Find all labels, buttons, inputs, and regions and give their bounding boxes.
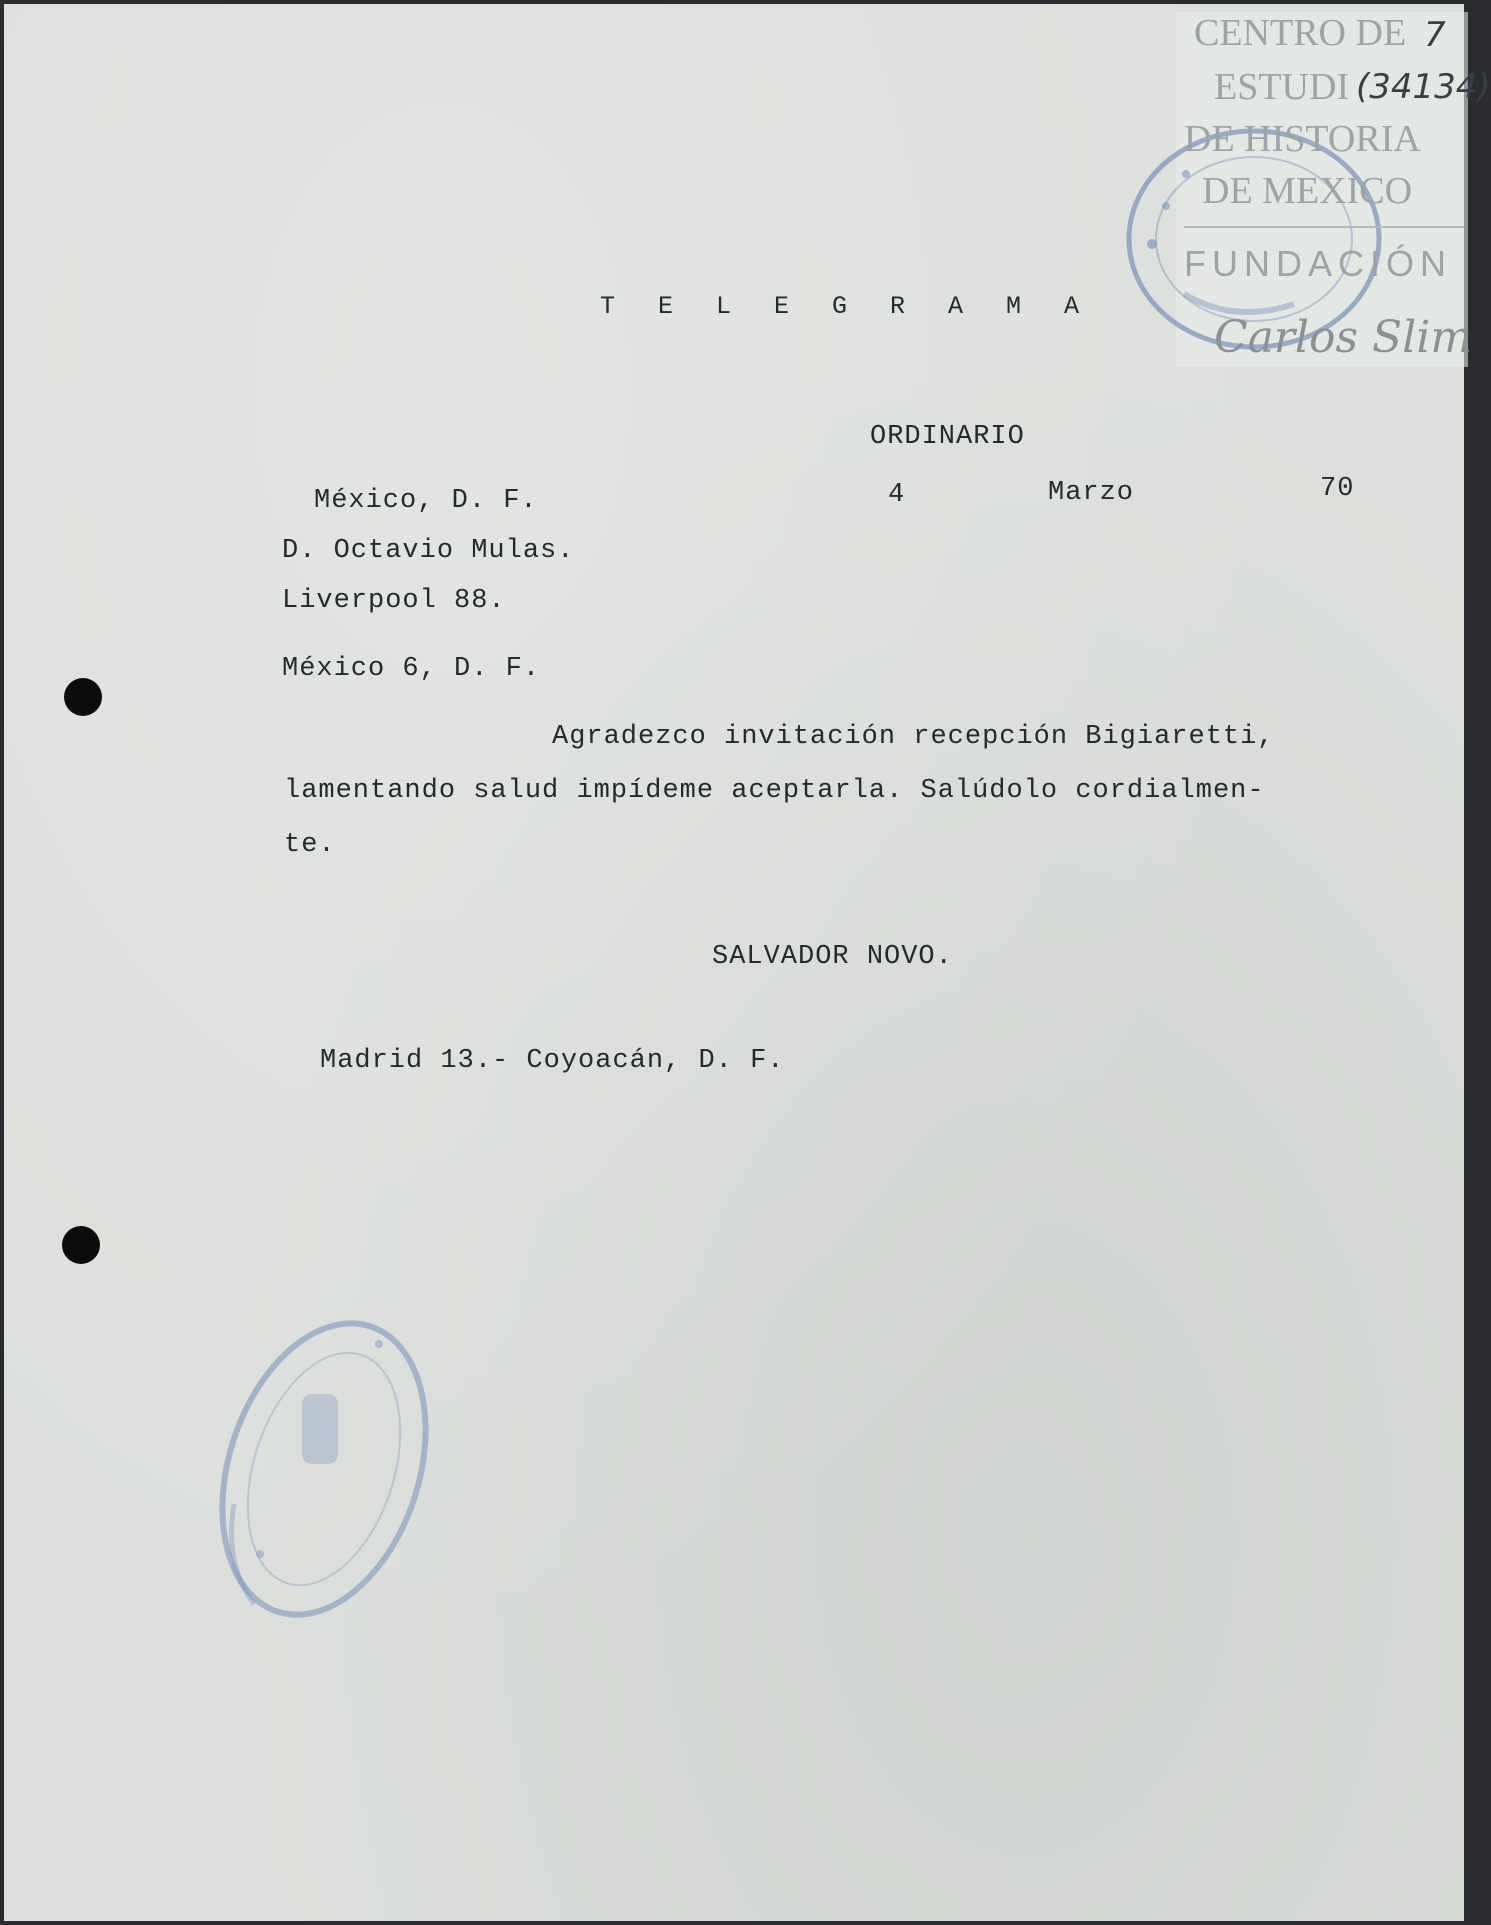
recipient-city: México 6, D. F.: [282, 654, 541, 684]
archive-divider: [1184, 226, 1464, 228]
handwritten-reference-number: (34134): [1356, 67, 1491, 107]
message-line-3: te.: [284, 830, 336, 860]
telegram-title: T E L E G R A M A: [600, 292, 1094, 321]
archive-line-4: DE MEXICO: [1202, 170, 1413, 212]
archive-line-1: CENTRO DE: [1194, 12, 1407, 54]
ink-seal-bottom-left: [204, 1304, 444, 1634]
handwritten-mark: 7: [1424, 15, 1446, 55]
archive-signature: Carlos Slim: [1214, 312, 1473, 363]
date-year: 70: [1320, 474, 1355, 504]
telegram-page: [4, 4, 1491, 1921]
archive-line-5: FUNDACIÓN: [1184, 243, 1452, 284]
service-type: ORDINARIO: [870, 422, 1025, 452]
recipient-street: Liverpool 88.: [282, 586, 506, 616]
message-line-1: Agradezco invitación recepción Bigiaretti,: [552, 722, 1275, 752]
sender-address: Madrid 13.- Coyoacán, D. F.: [320, 1046, 785, 1076]
punch-hole-lower: [62, 1226, 100, 1264]
origin-city: México, D. F.: [314, 486, 538, 516]
message-line-2: lamentando salud impídeme aceptarla. Salúdolo cordialmen-: [284, 776, 1265, 806]
archive-line-2: ESTUDI: [1214, 66, 1350, 108]
sender-signature: SALVADOR NOVO.: [712, 942, 953, 972]
archive-line-3: DE HISTORIA: [1184, 118, 1421, 160]
date-month: Marzo: [1048, 478, 1135, 508]
date-day: 4: [888, 480, 906, 510]
recipient-name: D. Octavio Mulas.: [282, 536, 575, 566]
punch-hole-upper: [64, 678, 102, 716]
